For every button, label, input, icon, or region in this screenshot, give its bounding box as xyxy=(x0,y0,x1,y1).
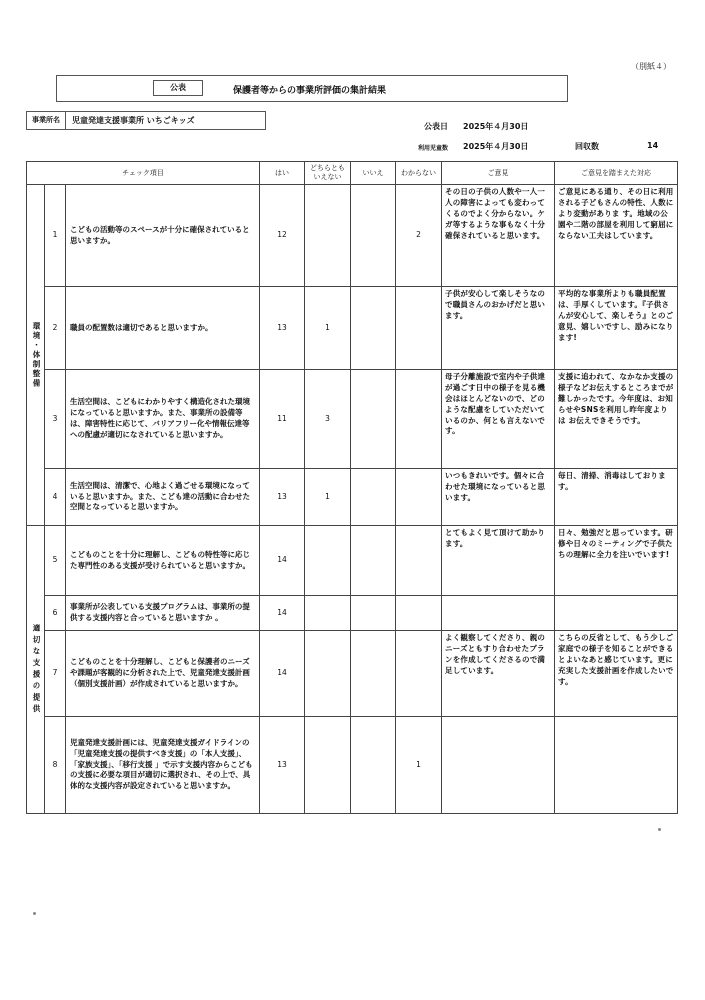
check-item: 職員の配置数は適切であると思いますか。 xyxy=(66,287,260,370)
count-neutral: 1 xyxy=(305,469,351,526)
count-yes: 13 xyxy=(260,717,305,814)
count-yes: 13 xyxy=(260,469,305,526)
category-environment: 環境・体制整備 xyxy=(27,185,45,526)
check-item: こどものことを十分理解し、こどもと保護者のニーズや課題が客観的に分析された上で、児童発達支援計画（個別支援計画）が作成されていると思いますか。 xyxy=(66,631,260,717)
office-label: 事業所名 xyxy=(27,112,66,129)
opinion-text: その日の子供の人数や一人一人の障害によっても変わってくるのでよく分からない。ケガ等するような事もなく十分確保されていると思います。 xyxy=(442,185,555,287)
scan-mark xyxy=(658,828,661,831)
count-yes: 13 xyxy=(260,287,305,370)
opinion-text: 子供が安心して楽しそうなので職員さんのおかげだと思います。 xyxy=(442,287,555,370)
count-unknown xyxy=(396,631,442,717)
scan-mark xyxy=(33,912,36,915)
public-badge: 公表 xyxy=(153,80,203,96)
count-neutral: 3 xyxy=(305,370,351,469)
response-text: ご意見にある通り、その日に利用される子どもさんの特性、人数により変動がありま す。地域の公園や二階の部屋を利用して窮屈にならない工夫はしています。 xyxy=(555,185,678,287)
count-yes: 14 xyxy=(260,631,305,717)
count-no xyxy=(351,185,396,287)
opinion-text: 母子分離施設で室内や子供達が過ごす日中の様子を見る機会はほとんどないので、どのような配慮をしていただいているのか、何とも言えないです。 xyxy=(442,370,555,469)
count-unknown xyxy=(396,469,442,526)
count-no xyxy=(351,596,396,631)
header-unknown: わからない xyxy=(396,162,442,185)
check-item: 児童発達支援計画には、児童発達支援ガイドラインの「児童発達支援の提供すべき支援」の「本人支援」、「家族支援」、「移行支援 」で示す支援内容からこどもの支援に必要な項目が適切に選択され、その上で、具体的な支援内容が設定されていると思いますか。 xyxy=(66,717,260,814)
opinion-text xyxy=(442,596,555,631)
count-neutral: 1 xyxy=(305,287,351,370)
header-yes: はい xyxy=(260,162,305,185)
count-unknown: 1 xyxy=(396,717,442,814)
users-label: 利用児童数 xyxy=(418,145,449,152)
count-no xyxy=(351,370,396,469)
table-row xyxy=(27,526,678,596)
attachment-note: （別紙４） xyxy=(631,62,671,71)
responses-label: 回収数 xyxy=(575,142,599,151)
count-yes: 12 xyxy=(260,185,305,287)
count-neutral xyxy=(305,526,351,596)
evaluation-table xyxy=(26,161,678,814)
response-text: 毎日、清掃、消毒はしております。 xyxy=(555,469,678,526)
count-yes: 11 xyxy=(260,370,305,469)
response-text xyxy=(555,717,678,814)
users-date: 2025年４月30日 xyxy=(463,142,529,151)
table-row xyxy=(27,717,678,814)
response-text: 支援に追われて、なかなか支援の様子などお伝えするところまでが難しかったです。今年度は、お知らせやSNSを利用し昨年度よりは お伝えできそうです。 xyxy=(555,370,678,469)
check-item: 生活空間は、清潔で、心地よく過ごせる環境になっていると思いますか。また、こども達の活動に合わせた空間となっていると思いますか。 xyxy=(66,469,260,526)
opinion-text: よく観察してくださり、親のニーズともすり合わせたプランを作成してくださるので満足しています。 xyxy=(442,631,555,717)
header-neutral: どちらとも いえない xyxy=(305,162,351,185)
opinion-text xyxy=(442,717,555,814)
responses-value: 14 xyxy=(647,141,659,150)
count-no xyxy=(351,469,396,526)
table-row xyxy=(27,596,678,631)
row-number: 4 xyxy=(45,469,66,526)
count-unknown: 2 xyxy=(396,185,442,287)
count-unknown xyxy=(396,596,442,631)
count-unknown xyxy=(396,526,442,596)
count-neutral xyxy=(305,185,351,287)
response-text xyxy=(555,596,678,631)
table-row xyxy=(27,185,678,287)
count-no xyxy=(351,287,396,370)
row-number: 7 xyxy=(45,631,66,717)
count-unknown xyxy=(396,370,442,469)
opinion-text: いつもきれいです。個々に合わせた環境になっていると思います。 xyxy=(442,469,555,526)
row-number: 6 xyxy=(45,596,66,631)
header-response: ご意見を踏まえた対応 xyxy=(555,162,678,185)
response-text: こちらの反省として、もう少しご家庭での様子を知ることができるとよいなあと感じています。更に充実した支援計画を作成したいです。 xyxy=(555,631,678,717)
count-yes: 14 xyxy=(260,526,305,596)
count-no xyxy=(351,631,396,717)
publish-date: 2025年４月30日 xyxy=(463,122,529,131)
count-neutral xyxy=(305,631,351,717)
header-opinion: ご意見 xyxy=(442,162,555,185)
response-text: 平均的な事業所よりも職員配置は、手厚くしています。『子供さんが安心して、楽しそう』とのご意見、嬉しいですし、励みになります! xyxy=(555,287,678,370)
table-row xyxy=(27,370,678,469)
count-unknown xyxy=(396,287,442,370)
table-row xyxy=(27,631,678,717)
check-item: 事業所が公表している支援プログラムは、事業所の提供する支援内容と合っていると思いますか 。 xyxy=(66,596,260,631)
row-number: 5 xyxy=(45,526,66,596)
row-number: 1 xyxy=(45,185,66,287)
office-box xyxy=(26,111,266,130)
check-item: 生活空間は、こどもにわかりやすく構造化された環境になっていると思いますか。また、事業所の設備等は、障害特性に応じて、バリアフリー化や情報伝達等への配慮が適切になされていると思いますか。 xyxy=(66,370,260,469)
response-text: 日々、勉強だと思っています。研修や日々のミーティングで子供たちの理解に全力を注いでいます! xyxy=(555,526,678,596)
count-no xyxy=(351,717,396,814)
publish-label: 公表日 xyxy=(424,122,448,131)
count-neutral xyxy=(305,596,351,631)
row-number: 2 xyxy=(45,287,66,370)
row-number: 8 xyxy=(45,717,66,814)
count-neutral xyxy=(305,717,351,814)
page-title: 保護者等からの事業所評価の集計結果 xyxy=(233,86,387,96)
table-row xyxy=(27,287,678,370)
table-row xyxy=(27,469,678,526)
office-name: 児童発達支援事業所 いちごキッズ xyxy=(72,116,195,125)
count-yes: 14 xyxy=(260,596,305,631)
check-item: こどものことを十分に理解し、こどもの特性等に応じた専門性のある支援が受けられていると思いますか。 xyxy=(66,526,260,596)
row-number: 3 xyxy=(45,370,66,469)
category-support: 適切な支援の提供 xyxy=(27,526,45,814)
check-item: こどもの活動等のスペースが十分に確保されていると思いますか。 xyxy=(66,185,260,287)
count-no xyxy=(351,526,396,596)
header-item: チェック項目 xyxy=(27,162,260,185)
header-row xyxy=(27,162,678,185)
title-box xyxy=(56,75,568,102)
opinion-text: とてもよく見て頂けて助かります。 xyxy=(442,526,555,596)
header-no: いいえ xyxy=(351,162,396,185)
